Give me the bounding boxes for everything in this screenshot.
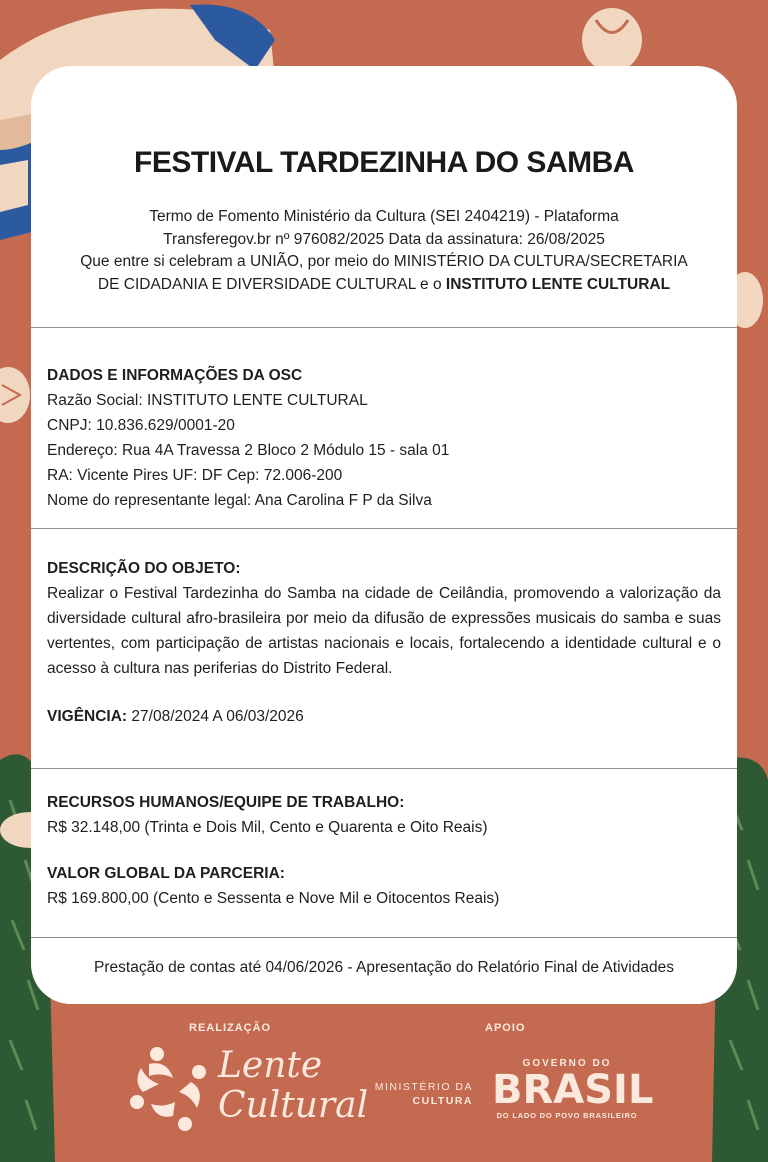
osc-representante: Nome do representante legal: Ana Carolina F P da Silva xyxy=(47,492,432,509)
recursos-section xyxy=(47,790,721,911)
ministerio-line1: MINISTÉRIO DA xyxy=(374,1081,473,1093)
ministerio-cultura-logo xyxy=(365,1080,473,1108)
intro-institute-name: INSTITUTO LENTE CULTURAL xyxy=(445,275,671,293)
objeto-section xyxy=(47,556,721,729)
recursos-value: R$ 32.148,00 (Trinta e Dois Mil, Cento e Quarenta e Oito Reais) xyxy=(47,819,488,836)
prestacao-contas: Prestação de contas até 04/06/2026 - Apresentação do Relatório Final de Atividades xyxy=(94,959,674,976)
divider xyxy=(31,768,737,769)
valor-global-value: R$ 169.800,00 (Cento e Sessenta e Nove Mil e Oitocentos Reais) xyxy=(47,890,500,907)
intro-paragraph xyxy=(51,206,717,296)
osc-ra: RA: Vicente Pires UF: DF Cep: 72.006-200 xyxy=(47,467,343,484)
lente-cultural-wordmark xyxy=(218,1046,368,1126)
osc-cnpj: CNPJ: 10.836.629/0001-20 xyxy=(47,417,235,434)
osc-endereco: Endereço: Rua 4A Travessa 2 Bloco 2 Módulo 15 - sala 01 xyxy=(47,442,450,459)
governo-bottom-text: DO LADO DO POVO BRASILEIRO xyxy=(496,1111,638,1120)
ministerio-line2: CULTURA xyxy=(412,1095,473,1107)
divider xyxy=(31,327,737,328)
page-title: FESTIVAL TARDEZINHA DO SAMBA xyxy=(134,146,634,179)
valor-global-heading: VALOR GLOBAL DA PARCERIA: xyxy=(47,865,285,882)
recursos-heading: RECURSOS HUMANOS/EQUIPE DE TRABALHO: xyxy=(47,794,405,811)
lente-wordmark-line1: Lente xyxy=(218,1045,323,1086)
vigencia-line xyxy=(47,704,721,729)
realizacao-label: REALIZAÇÃO xyxy=(189,1022,272,1034)
osc-razao-social: Razão Social: INSTITUTO LENTE CULTURAL xyxy=(47,392,368,409)
intro-line-4: DE CIDADANIA E DIVERSIDADE CULTURAL e o xyxy=(97,275,446,293)
objeto-text: Realizar o Festival Tardezinha do Samba na cidade de Ceilândia, promovendo a valorização da diversidade cultural afro-brasileira por meio da difusão de expressões musicais do samba e suas vertentes, com participação de artistas nacionais e locais, fortalecendo a identidade cultural e o acesso à cultura nas periferias do Distrito Federal. xyxy=(47,585,721,677)
lente-wordmark-line2: Cultural xyxy=(218,1085,369,1126)
osc-section xyxy=(47,363,721,513)
objeto-heading: DESCRIÇÃO DO OBJETO: xyxy=(47,560,241,577)
lente-cultural-logo-icon xyxy=(127,1042,217,1134)
governo-brasil-logo xyxy=(492,1058,654,1120)
intro-line-2: Transferegov.br nº 976082/2025 Data da assinatura: 26/08/2025 xyxy=(163,230,605,248)
governo-brasil-text: BRASIL xyxy=(492,1067,654,1113)
osc-heading: DADOS E INFORMAÇÕES DA OSC xyxy=(47,367,303,384)
governo-top-text: GOVERNO DO xyxy=(522,1058,612,1069)
divider xyxy=(31,528,737,529)
vigencia-value: 27/08/2024 A 06/03/2026 xyxy=(127,708,304,725)
info-card xyxy=(31,66,737,1004)
intro-line-3: Que entre si celebram a UNIÃO, por meio do MINISTÉRIO DA CULTURA/SECRETARIA xyxy=(80,253,688,270)
apoio-label: APOIO xyxy=(485,1022,526,1034)
intro-line-1: Termo de Fomento Ministério da Cultura (SEI 2404219) - Plataforma xyxy=(149,208,619,225)
divider xyxy=(31,937,737,938)
vigencia-label: VIGÊNCIA: xyxy=(47,708,128,725)
